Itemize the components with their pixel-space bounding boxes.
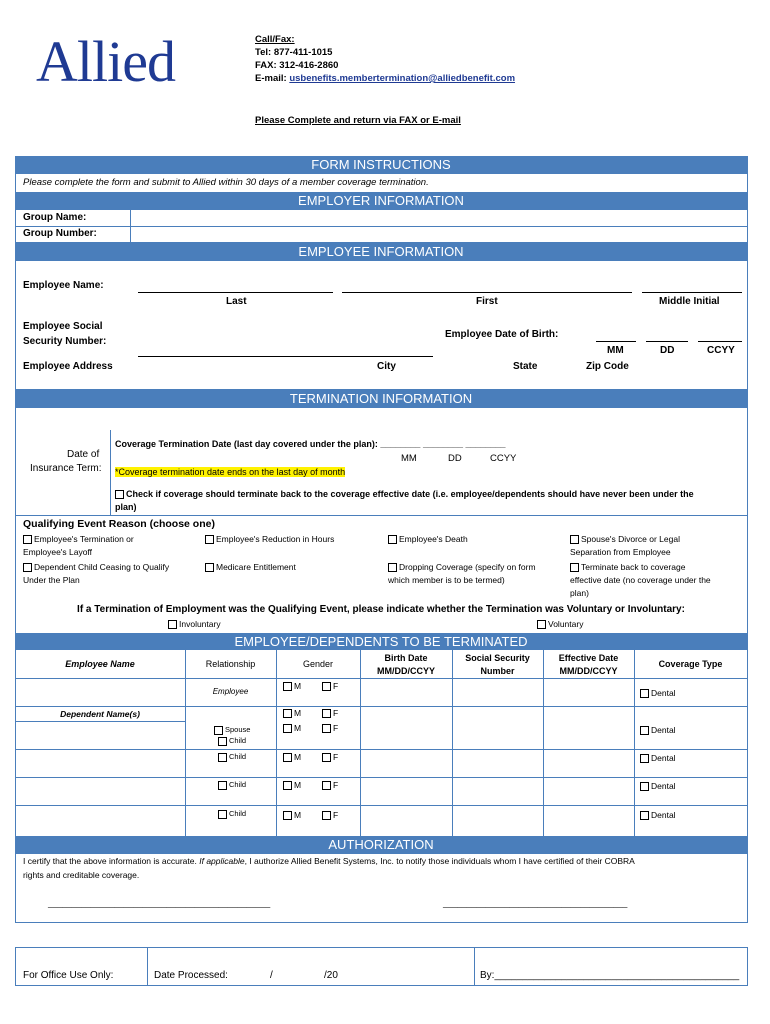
- reason-dropping-label: Dropping Coverage (specify on form: [399, 562, 536, 572]
- dental-dep4[interactable]: [640, 810, 676, 820]
- reason-dropping-checkbox[interactable]: [388, 563, 397, 572]
- insurance-term-label: Insurance Term:: [30, 463, 102, 474]
- date-processed-label: Date Processed:: [154, 970, 228, 981]
- involuntary-checkbox[interactable]: [168, 620, 177, 629]
- col-relationship: Relationship: [205, 659, 256, 669]
- col-gender: Gender: [302, 659, 334, 669]
- first-label: First: [476, 296, 498, 307]
- dob-mm-line[interactable]: [596, 341, 636, 342]
- first-name-line[interactable]: [342, 292, 632, 293]
- reason-divorce-label-2: Separation from Employee: [570, 547, 671, 557]
- middle-initial-label: Middle Initial: [659, 296, 720, 307]
- col-employee-name: Employee Name: [65, 659, 135, 669]
- reason-reduction-checkbox[interactable]: [205, 535, 214, 544]
- reason-terminate-back-checkbox[interactable]: [570, 563, 579, 572]
- child-label: Child: [229, 780, 247, 789]
- reason-divorce[interactable]: [570, 534, 680, 544]
- authorization-bar: AUTHORIZATION: [15, 836, 747, 854]
- reason-dependent-child[interactable]: [23, 562, 169, 572]
- gender-m-dep3[interactable]: [283, 780, 301, 790]
- col-effective-date-format: MM/DD/CCYY: [559, 666, 618, 676]
- involuntary-label: Involuntary: [179, 619, 221, 629]
- group-number-field[interactable]: [131, 227, 745, 241]
- signature-line-2[interactable]: _______________________________________: [443, 898, 628, 908]
- gender-f-dep3[interactable]: [322, 780, 338, 790]
- last-label: Last: [226, 296, 247, 307]
- gender-f-dep2[interactable]: [322, 752, 338, 762]
- gender-m-label: M: [294, 752, 302, 762]
- voluntary-label: Voluntary: [548, 619, 584, 629]
- col-birth-date: Birth Date: [384, 653, 428, 663]
- dental-label: Dental: [651, 725, 676, 735]
- gender-m-label: M: [294, 780, 302, 790]
- reason-dropping-label-2: which member is to be termed): [388, 575, 505, 585]
- employee-name-label: Employee Name:: [23, 280, 104, 291]
- auth-text-c: , I authorize Allied Benefit Systems, Inc. to notify those individuals whom I have certified of their COBRA: [244, 856, 635, 866]
- dental-employee[interactable]: [640, 688, 676, 698]
- relationship-spouse-1[interactable]: [214, 725, 250, 735]
- employee-info-bar: EMPLOYEE INFORMATION: [15, 242, 747, 261]
- group-number-label: Group Number:: [23, 228, 97, 239]
- call-fax-label: Call/Fax:: [255, 34, 295, 45]
- dental-label: Dental: [651, 688, 676, 698]
- gender-f-employee[interactable]: [322, 681, 338, 691]
- reason-medicare[interactable]: [205, 562, 296, 572]
- reason-reduction[interactable]: [205, 534, 334, 544]
- dob-ccyy: CCYY: [707, 345, 735, 356]
- office-use-label: For Office Use Only:: [23, 970, 114, 981]
- reason-terminate-back-label-2: effective date (no coverage under the: [570, 575, 711, 585]
- reason-termination-checkbox[interactable]: [23, 535, 32, 544]
- gender-f-label: F: [333, 780, 339, 790]
- city-label: City: [377, 361, 396, 372]
- gender-f-label: F: [333, 752, 339, 762]
- spouse-label: Spouse: [225, 725, 251, 734]
- ssn-line[interactable]: [138, 356, 433, 357]
- dental-label: Dental: [651, 810, 676, 820]
- relationship-child-4[interactable]: [218, 809, 246, 819]
- employer-info-bar: EMPLOYER INFORMATION: [15, 192, 747, 210]
- gender-m-label: M: [294, 810, 302, 820]
- gender-m-dep1[interactable]: [283, 723, 301, 733]
- termination-info-bar: TERMINATION INFORMATION: [15, 389, 747, 408]
- tel: Tel: 877-411-1015: [255, 47, 333, 58]
- child-label: Child: [229, 736, 247, 745]
- gender-f-label: F: [333, 708, 339, 718]
- reason-terminate-back-label: Terminate back to coverage: [581, 562, 686, 572]
- ssn-label-1: Employee Social: [23, 321, 103, 332]
- check-back-text: Check if coverage should terminate back to the coverage effective date (i.e. employee/dependents should have never been under the: [126, 489, 694, 499]
- gender-m-label: M: [294, 723, 302, 733]
- reason-dependent-label-2: Under the Plan: [23, 575, 80, 585]
- term-mm: MM: [401, 453, 417, 464]
- involuntary-option[interactable]: [168, 619, 221, 629]
- signature-line-1[interactable]: _______________________________________________: [48, 898, 271, 908]
- check-back-checkbox[interactable]: [115, 490, 124, 499]
- zip-label: Zip Code: [586, 361, 629, 372]
- reason-terminate-back[interactable]: [570, 562, 685, 572]
- dob-label: Employee Date of Birth:: [445, 329, 559, 340]
- check-back-row[interactable]: [115, 489, 694, 499]
- reason-layoff-label: Employee's Layoff: [23, 547, 93, 557]
- coverage-termination-date[interactable]: Coverage Termination Date (last day covered under the plan): ________ ________ ________: [115, 439, 506, 449]
- ssn-label-2: Security Number:: [23, 336, 107, 347]
- dental-label: Dental: [651, 753, 676, 763]
- dental-dep2[interactable]: [640, 753, 676, 763]
- voluntary-option[interactable]: [537, 619, 583, 629]
- relationship-child-3[interactable]: [218, 780, 246, 790]
- reason-reduction-label: Employee's Reduction in Hours: [216, 534, 335, 544]
- gender-f-label: F: [333, 681, 339, 691]
- state-label: State: [513, 361, 538, 372]
- reason-divorce-label: Spouse's Divorce or Legal: [581, 534, 680, 544]
- col-coverage-type: Coverage Type: [658, 659, 723, 669]
- child-label: Child: [229, 809, 247, 818]
- reason-divorce-checkbox[interactable]: [570, 535, 579, 544]
- reason-termination-label: Employee's Termination or: [34, 534, 134, 544]
- relationship-child-1[interactable]: [218, 736, 246, 746]
- dob-ccyy-line[interactable]: [698, 341, 742, 342]
- reason-death-label: Employee's Death: [399, 534, 468, 544]
- last-name-line[interactable]: [138, 292, 333, 293]
- col-ssn: Social Security: [465, 653, 530, 663]
- return-instruction: Please Complete and return via FAX or E-mail: [255, 115, 461, 126]
- form-instructions-bar: FORM INSTRUCTIONS: [15, 156, 747, 174]
- dental-dep1[interactable]: [640, 725, 676, 735]
- dental-dep3[interactable]: [640, 781, 676, 791]
- processed-by[interactable]: By:____________________________________________: [480, 970, 740, 981]
- gender-m-dep2[interactable]: [283, 752, 301, 762]
- dental-label: Dental: [651, 781, 676, 791]
- dob-mm: MM: [607, 345, 624, 356]
- gender-f-dep4[interactable]: [322, 810, 338, 820]
- date-slash: /: [270, 970, 273, 981]
- term-ccyy: CCYY: [490, 453, 517, 464]
- form-instructions-text: Please complete the form and submit to Allied within 30 days of a member coverage termination.: [23, 177, 429, 188]
- dependents-bar: EMPLOYEE/DEPENDENTS TO BE TERMINATED: [15, 633, 747, 650]
- voluntary-question: If a Termination of Employment was the Qualifying Event, please indicate whether the Termination was Voluntary or Involuntary:: [77, 604, 685, 615]
- voluntary-checkbox[interactable]: [537, 620, 546, 629]
- gender-m-dep4[interactable]: [283, 810, 301, 820]
- reason-termination[interactable]: [23, 534, 134, 544]
- reason-dependent-checkbox[interactable]: [23, 563, 32, 572]
- gender-m-employee[interactable]: [283, 681, 301, 691]
- gender-m-label: M: [294, 681, 302, 691]
- allied-logo: Allied: [36, 29, 175, 94]
- authorization-text-2: rights and creditable coverage.: [23, 870, 140, 880]
- email-link[interactable]: usbenefits.membertermination@alliedbenefit.com: [289, 73, 516, 84]
- reason-dependent-label: Dependent Child Ceasing to Qualify: [34, 562, 170, 572]
- authorization-text: [23, 856, 743, 866]
- reason-terminate-back-label-3: plan): [570, 588, 589, 598]
- auth-text-a: I certify that the above information is accurate.: [23, 856, 200, 866]
- col-ssn-2: Number: [480, 666, 515, 676]
- fax: FAX: 312-416-2860: [255, 60, 339, 71]
- middle-initial-line[interactable]: [642, 292, 742, 293]
- relationship-child-2[interactable]: [218, 752, 246, 762]
- child-label: Child: [229, 752, 247, 761]
- reason-medicare-checkbox[interactable]: [205, 563, 214, 572]
- reason-medicare-label: Medicare Entitlement: [216, 562, 296, 572]
- dob-dd-line[interactable]: [646, 341, 688, 342]
- relationship-employee: Employee: [212, 687, 249, 696]
- reason-dropping[interactable]: [388, 562, 536, 572]
- auth-text-b: If applicable: [199, 856, 245, 866]
- gender-f-dep0[interactable]: [322, 708, 338, 718]
- qualifying-event-title: Qualifying Event Reason (choose one): [23, 518, 215, 530]
- group-name-field[interactable]: [131, 211, 745, 225]
- date-year: /20: [324, 970, 338, 981]
- reason-death[interactable]: [388, 534, 468, 544]
- gender-f-label: F: [333, 723, 339, 733]
- col-effective-date: Effective Date: [558, 653, 619, 663]
- group-name-label: Group Name:: [23, 212, 87, 223]
- term-dd: DD: [448, 453, 462, 464]
- reason-death-checkbox[interactable]: [388, 535, 397, 544]
- gender-m-dep0[interactable]: [283, 708, 301, 718]
- gender-f-dep1[interactable]: [322, 723, 338, 733]
- col-birth-date-format: MM/DD/CCYY: [377, 666, 435, 676]
- address-label: Employee Address: [23, 361, 113, 372]
- contact-info: [255, 33, 515, 85]
- email-label: E-mail:: [255, 73, 290, 84]
- check-back-text-2: plan): [115, 502, 137, 512]
- gender-m-label: M: [294, 708, 302, 718]
- date-of-label: Date of: [67, 449, 100, 460]
- dependent-names-label: Dependent Name(s): [60, 709, 140, 719]
- gender-f-label: F: [333, 810, 339, 820]
- termination-note: *Coverage termination date ends on the last day of month: [115, 467, 346, 477]
- dob-dd: DD: [660, 345, 675, 356]
